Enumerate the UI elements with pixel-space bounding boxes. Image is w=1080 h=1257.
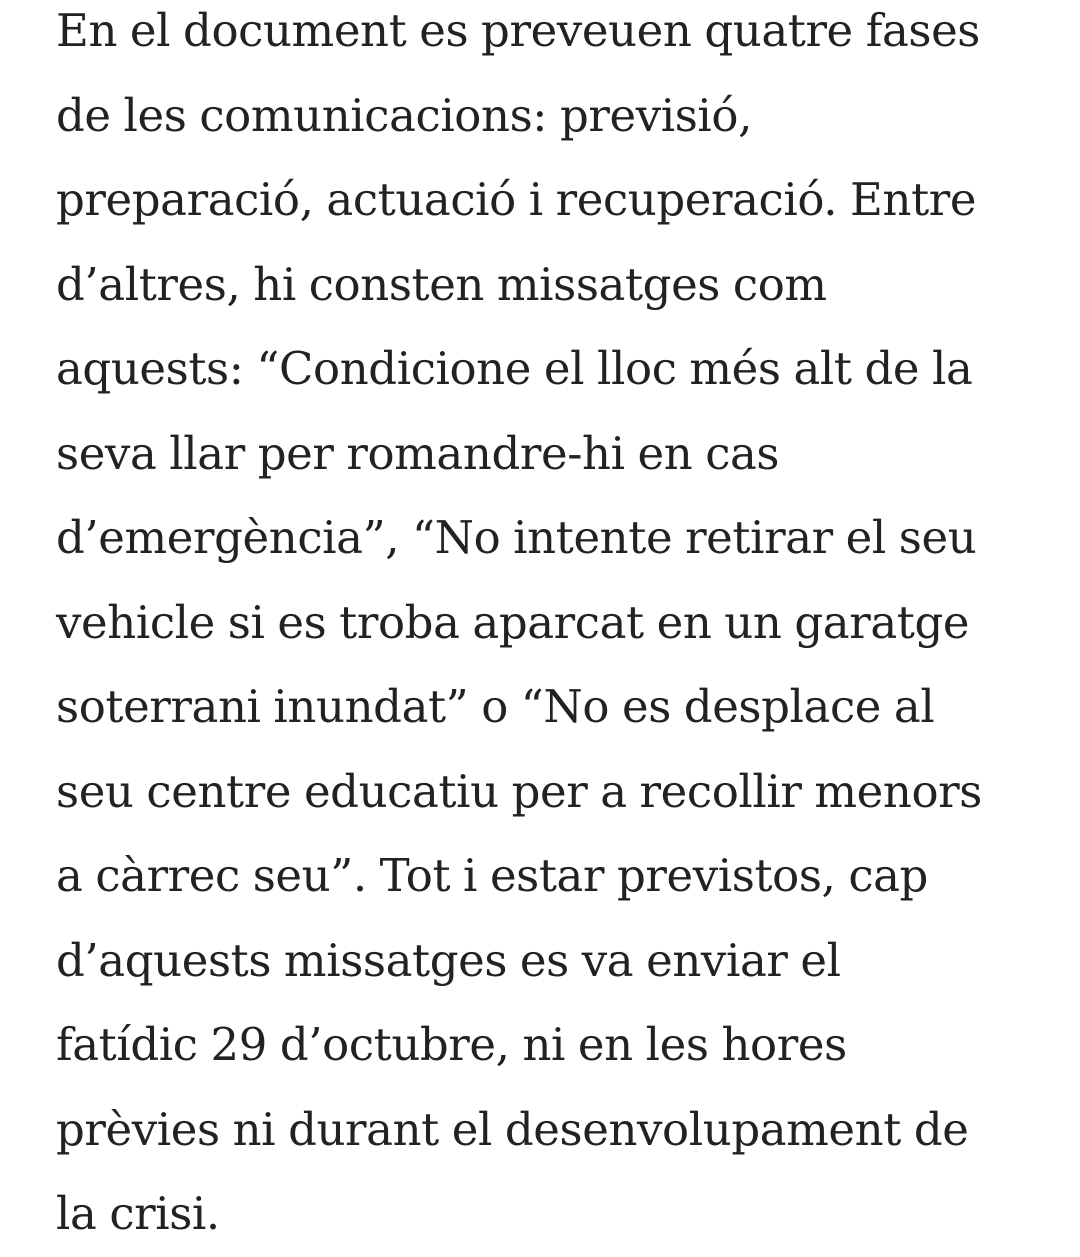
paragraph-line: aquests: “Condicione el lloc més alt de la — [56, 342, 973, 395]
paragraph-line: d’emergència”, “No intente retirar el seu — [56, 511, 977, 564]
paragraph-line: fatídic 29 d’octubre, ni en les hores — [56, 1018, 847, 1071]
paragraph-line: d’aquests missatges es va enviar el — [56, 933, 841, 987]
paragraph-line: prèvies ni durant el desenvolupament de — [56, 1102, 969, 1156]
paragraph-line: d’altres, hi consten missatges com — [56, 257, 827, 311]
paragraph-line: En el document es preveuen quatre fases — [56, 4, 980, 57]
paragraph-line: seva llar per romandre-hi en cas — [56, 426, 780, 480]
paragraph-line: preparació, actuació i recuperació. Entre — [56, 173, 977, 226]
paragraph-line: la crisi. — [56, 1187, 220, 1240]
paragraph-line: vehicle si es troba aparcat en un garatge — [56, 595, 970, 649]
paragraph-line: soterrani inundat” o “No es desplace al — [56, 680, 935, 733]
article-paragraph — [56, 0, 1046, 1257]
paragraph-line: a càrrec seu”. Tot i estar previstos, cap — [56, 849, 928, 902]
paragraph-line: de les comunicacions: previsió, — [56, 88, 752, 142]
paragraph-line: seu centre educatiu per a recollir menors — [56, 764, 982, 818]
